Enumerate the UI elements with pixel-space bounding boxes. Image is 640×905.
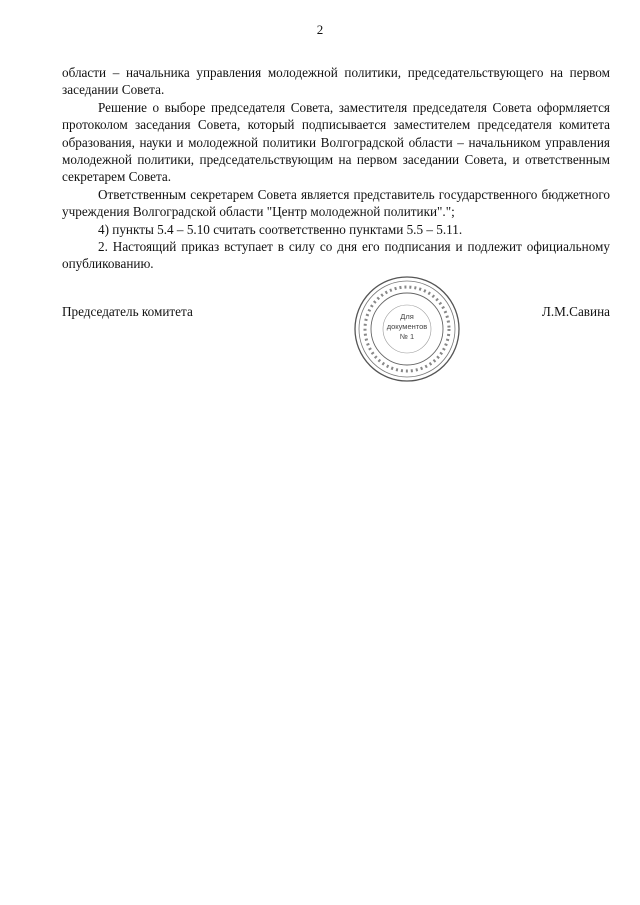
paragraph-effective-date: 2. Настоящий приказ вступает в силу со дня его подписания и подлежит официальному опубликованию. xyxy=(62,239,610,272)
signature-block xyxy=(62,304,610,324)
seal-text-line1: Для xyxy=(400,312,414,321)
seal-text-line2: документов xyxy=(386,322,428,331)
signatory-name: Л.М.Савина xyxy=(541,304,610,319)
seal-text-line3: № 1 xyxy=(399,332,415,341)
document-body xyxy=(62,64,610,273)
official-seal-stamp xyxy=(352,274,462,384)
paragraph-secretary: Ответственным секретарем Совета является представитель государственного бюджетного учреждения Волгоградской области "Центр молодежной политики"."; xyxy=(62,186,610,220)
paragraph-continuation: области – начальника управления молодежной политики, председательствующего на первом заседании Совета. xyxy=(62,65,610,98)
paragraph-chair-election: Решение о выборе председателя Совета, заместителя председателя Совета оформляется протоколом заседания Совета, который подписывается заместителем председателя комитета образования, науки и молодежной политики Волгоградской области – начальником управления молодежной политики, председательствующим на первом заседании Совета, и ответственным секретарем Совета. xyxy=(62,99,610,185)
signatory-title: Председатель комитета xyxy=(62,304,193,319)
paragraph-item-4: 4) пункты 5.4 – 5.10 считать соответственно пунктами 5.5 – 5.11. xyxy=(98,221,463,237)
page-number: 2 xyxy=(316,22,324,37)
